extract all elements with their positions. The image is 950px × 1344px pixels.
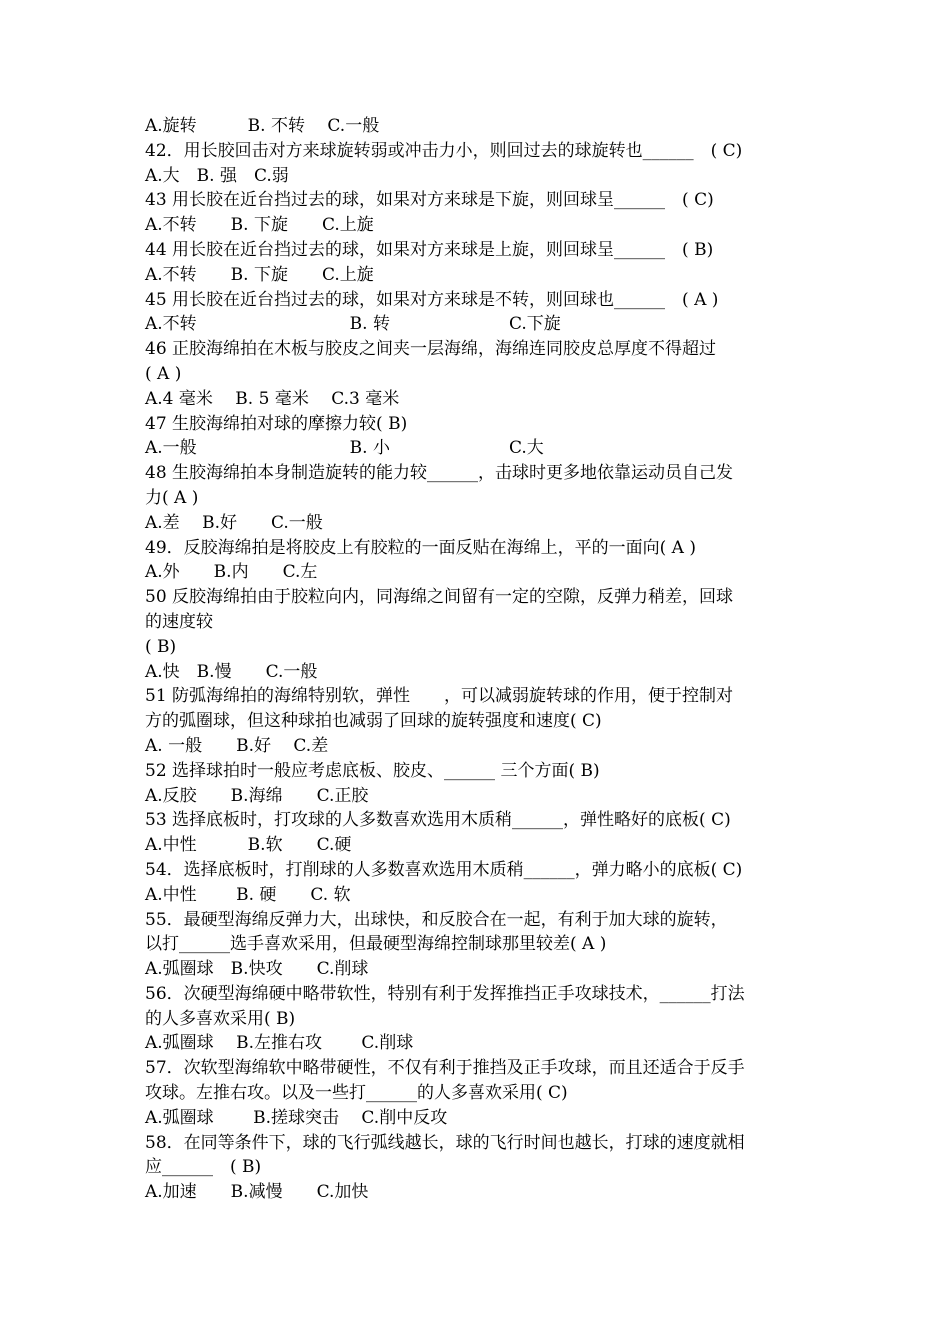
text-line: 攻球。左推右攻。以及一些打______的人多喜欢采用( C) — [145, 1083, 568, 1104]
text-line: 50 反胶海绵拍由于胶粒向内，同海绵之间留有一定的空隙，反弹力稍差，回球 — [145, 587, 734, 608]
text-line: 53 选择底板时，打攻球的人多数喜欢选用木质稍______，弹性略好的底板( C) — [145, 810, 731, 831]
text-line: 43 用长胶在近台挡过去的球，如果对方来球是下旋，则回球呈______ ( C) — [145, 190, 714, 211]
text-line: 的速度较 — [145, 611, 213, 632]
text-line: 以打______选手喜欢采用，但最硬型海绵控制球那里较差( A ) — [145, 934, 607, 955]
text-line: A.大 B. 强 C.弱 — [145, 165, 289, 186]
text-line: A.反胶 B.海绵 C.正胶 — [145, 785, 369, 806]
text-line: 58．在同等条件下，球的飞行弧线越长，球的飞行时间也越长，打球的速度就相 — [145, 1132, 745, 1153]
text-line: A. 一般 B.好 C.差 — [145, 735, 329, 756]
text-line: A.外 B.内 C.左 — [145, 562, 318, 583]
text-line: ( A ) — [145, 363, 182, 384]
text-line: 52 选择球拍时一般应考虑底板、胶皮、______ 三个方面( B) — [145, 760, 600, 781]
text-line: A.中性 B.软 C.硬 — [145, 835, 352, 856]
text-line: 57．次软型海绵软中略带硬性，不仅有利于推挡及正手攻球，而且还适合于反手 — [145, 1058, 745, 1079]
text-line: 应______ ( B) — [145, 1157, 262, 1178]
text-line: A.4 毫米 B. 5 毫米 C.3 毫米 — [145, 388, 400, 409]
text-line: A.弧圈球 B.快攻 C.削球 — [145, 959, 369, 980]
text-line: A.差 B.好 C.一般 — [145, 512, 323, 533]
text-line: A.中性 B. 硬 C. 软 — [145, 884, 351, 905]
question-list — [145, 114, 810, 1205]
text-line: 45 用长胶在近台挡过去的球，如果对方来球是不转，则回球也______ ( A ) — [145, 289, 719, 310]
text-line: A.加速 B.减慢 C.加快 — [145, 1182, 369, 1203]
text-line: A.不转 B. 下旋 C.上旋 — [145, 215, 374, 236]
text-line: 方的弧圈球，但这种球拍也减弱了回球的旋转强度和速度( C) — [145, 711, 602, 732]
text-line: A.不转 B. 下旋 C.上旋 — [145, 264, 374, 285]
text-line: 54．选择底板时，打削球的人多数喜欢选用木质稍______，弹力略小的底板( C) — [145, 859, 743, 880]
text-line: 44 用长胶在近台挡过去的球，如果对方来球是上旋，则回球呈______ ( B) — [145, 239, 714, 260]
text-line: 55．最硬型海绵反弹力大，出球快，和反胶合在一起，有利于加大球的旋转， — [145, 909, 728, 930]
text-line: A.弧圈球 B.搓球突击 C.削中反攻 — [145, 1107, 448, 1128]
text-line: A.不转 B. 转 C.下旋 — [145, 314, 561, 335]
text-line: 51 防弧海绵拍的海绵特别软，弹性 ，可以减弱旋转球的作用，便于控制对 — [145, 686, 734, 707]
text-line: 的人多喜欢采用( B) — [145, 1008, 296, 1029]
text-line: A.快 B.慢 C.一般 — [145, 661, 318, 682]
text-line: A.旋转 B. 不转 C.一般 — [145, 116, 380, 136]
text-line: 47 生胶海绵拍对球的摩擦力较( B) — [145, 413, 408, 434]
text-line: 48 生胶海绵拍本身制造旋转的能力较______，击球时更多地依靠运动员自己发 — [145, 463, 734, 484]
text-line: A.一般 B. 小 C.大 — [145, 438, 544, 459]
text-line: 力( A ) — [145, 487, 199, 508]
text-line: A.弧圈球 B.左推右攻 C.削球 — [145, 1033, 414, 1054]
text-line: ( B) — [145, 636, 177, 657]
text-line: 46 正胶海绵拍在木板与胶皮之间夹一层海绵，海绵连同胶皮总厚度不得超过 — [145, 339, 717, 360]
text-line: 56．次硬型海绵硬中略带软性，特别有利于发挥推挡正手攻球技术，______打法 — [145, 983, 745, 1004]
text-line: 49．反胶海绵拍是将胶皮上有胶粒的一面反贴在海绵上，平的一面向( A ) — [145, 537, 696, 558]
text-line: 42．用长胶回击对方来球旋转弱或冲击力小，则回过去的球旋转也______ ( C) — [145, 140, 743, 161]
